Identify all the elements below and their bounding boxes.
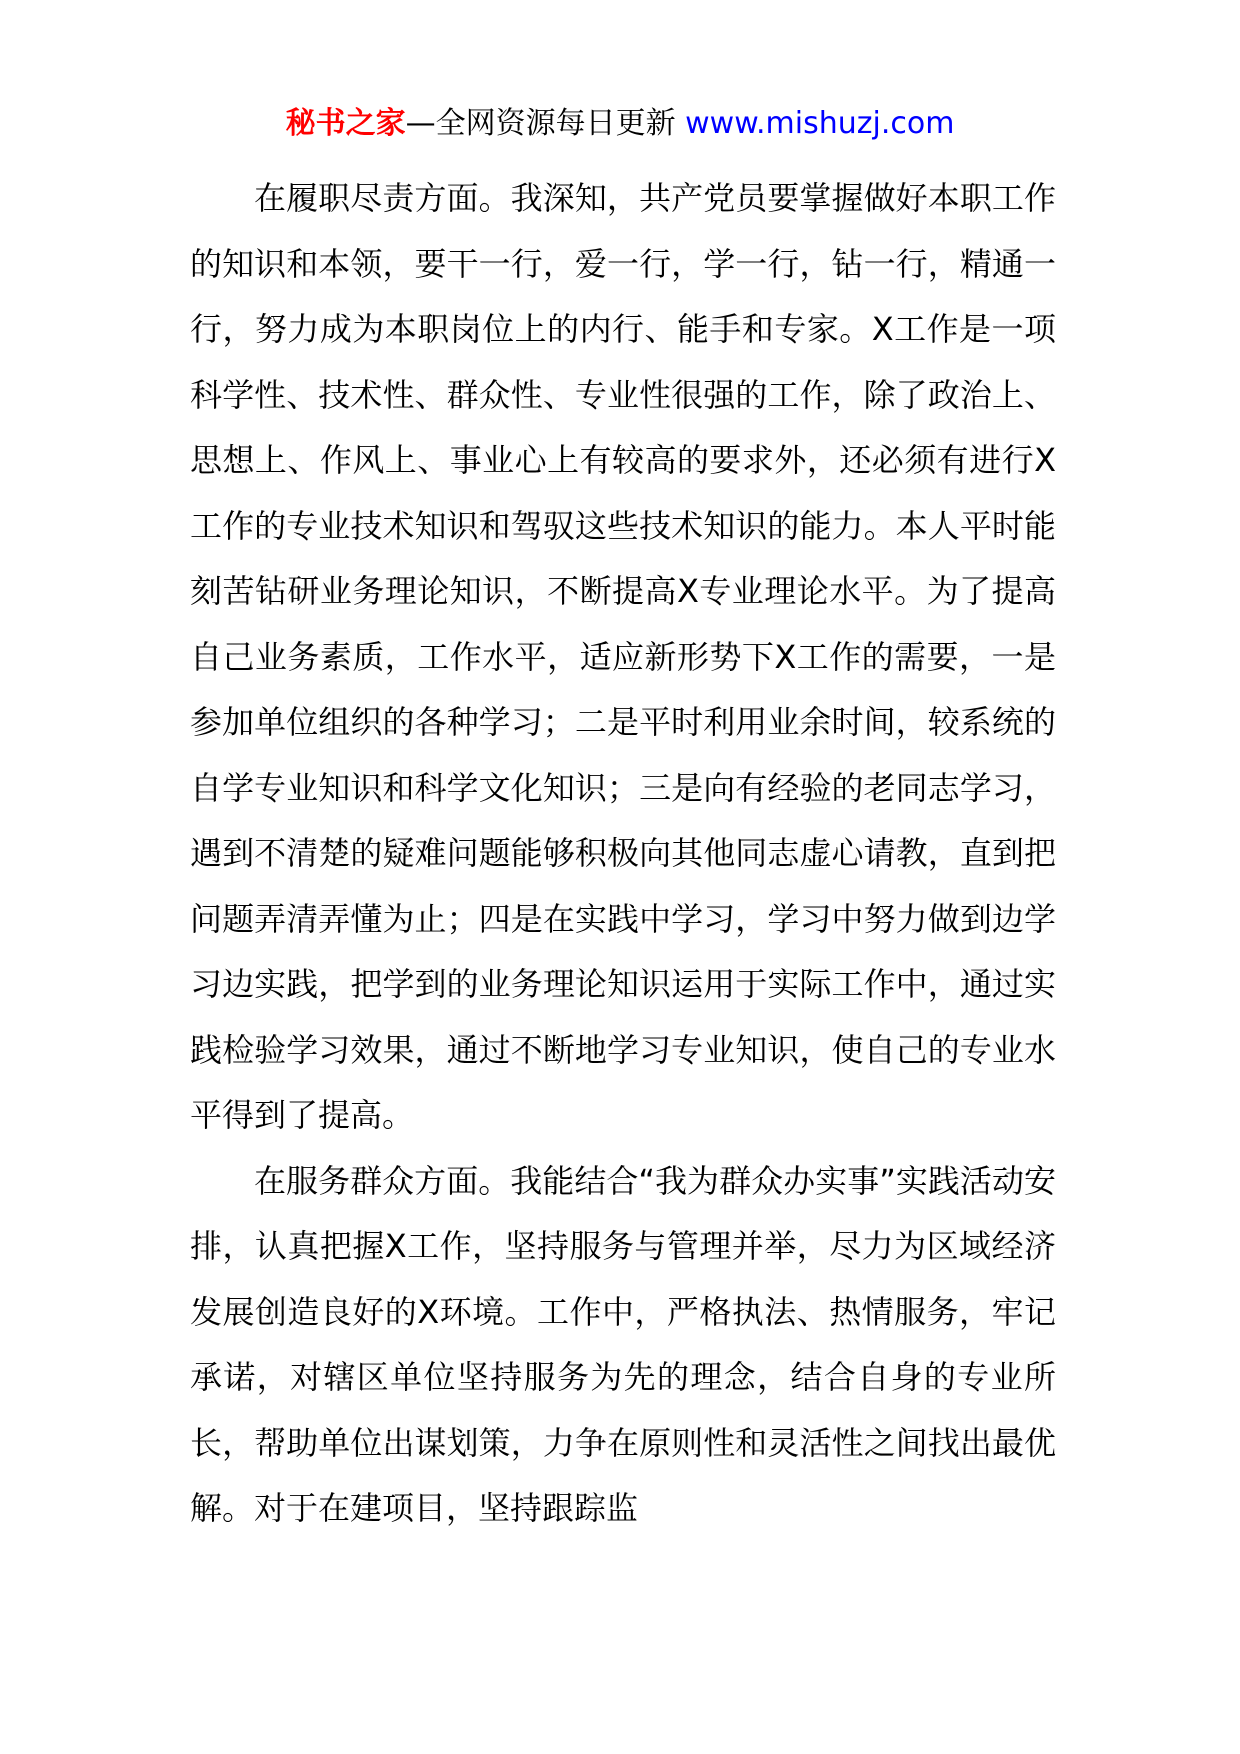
brand-name: 秘书之家 — [285, 106, 406, 141]
paragraph-duty: 在履职尽责方面。我深知，共产党员要掌握做好本职工作的知识和本领，要干一行，爱一行，学一行，钻一行，精通一行，努力成为本职岗位上的内行、能手和专家。X工作是一项科学性、技术性、群众性、专业性很强的工作，除了政治上、思想上、作风上、事业心上有较高的要求外，还必须有进行X工作的专业技术知识和驾驭这些技术知识的能力。本人平时能刻苦钻研业务理论知识，不断提高X专业理论水平。为了提高自己业务素质，工作水平，适应新形势下X工作的需要，一是参加单位组织的各种学习；二是平时利用业余时间，较系统的自学专业知识和科学文化知识；三是向有经验的老同志学习，遇到不清楚的疑难问题能够积极向其他同志虚心请教，直到把问题弄清弄懂为止；四是在实践中学习，学习中努力做到边学习边实践，把学到的业务理论知识运用于实际工作中，通过实践检验学习效果，通过不断地学习专业知识，使自己的专业水平得到了提高。 — [190, 179, 1056, 1134]
document-body — [190, 166, 1056, 1542]
header-tagline: —全网资源每日更新 — [405, 106, 686, 141]
site-header — [0, 100, 1240, 148]
paragraph-service: 在服务群众方面。我能结合“我为群众办实事”实践活动安排，认真把握X工作，坚持服务与管理并举，尽力为区域经济发展创造良好的X环境。工作中，严格执法、热情服务，牢记承诺，对辖区单位坚持服务为先的理念，结合自身的专业所长，帮助单位出谋划策，力争在原则性和灵活性之间找出最优解。对于在建项目，坚持跟踪监 — [190, 1161, 1056, 1527]
site-url-link[interactable]: www.mishuzj.com — [685, 106, 955, 141]
